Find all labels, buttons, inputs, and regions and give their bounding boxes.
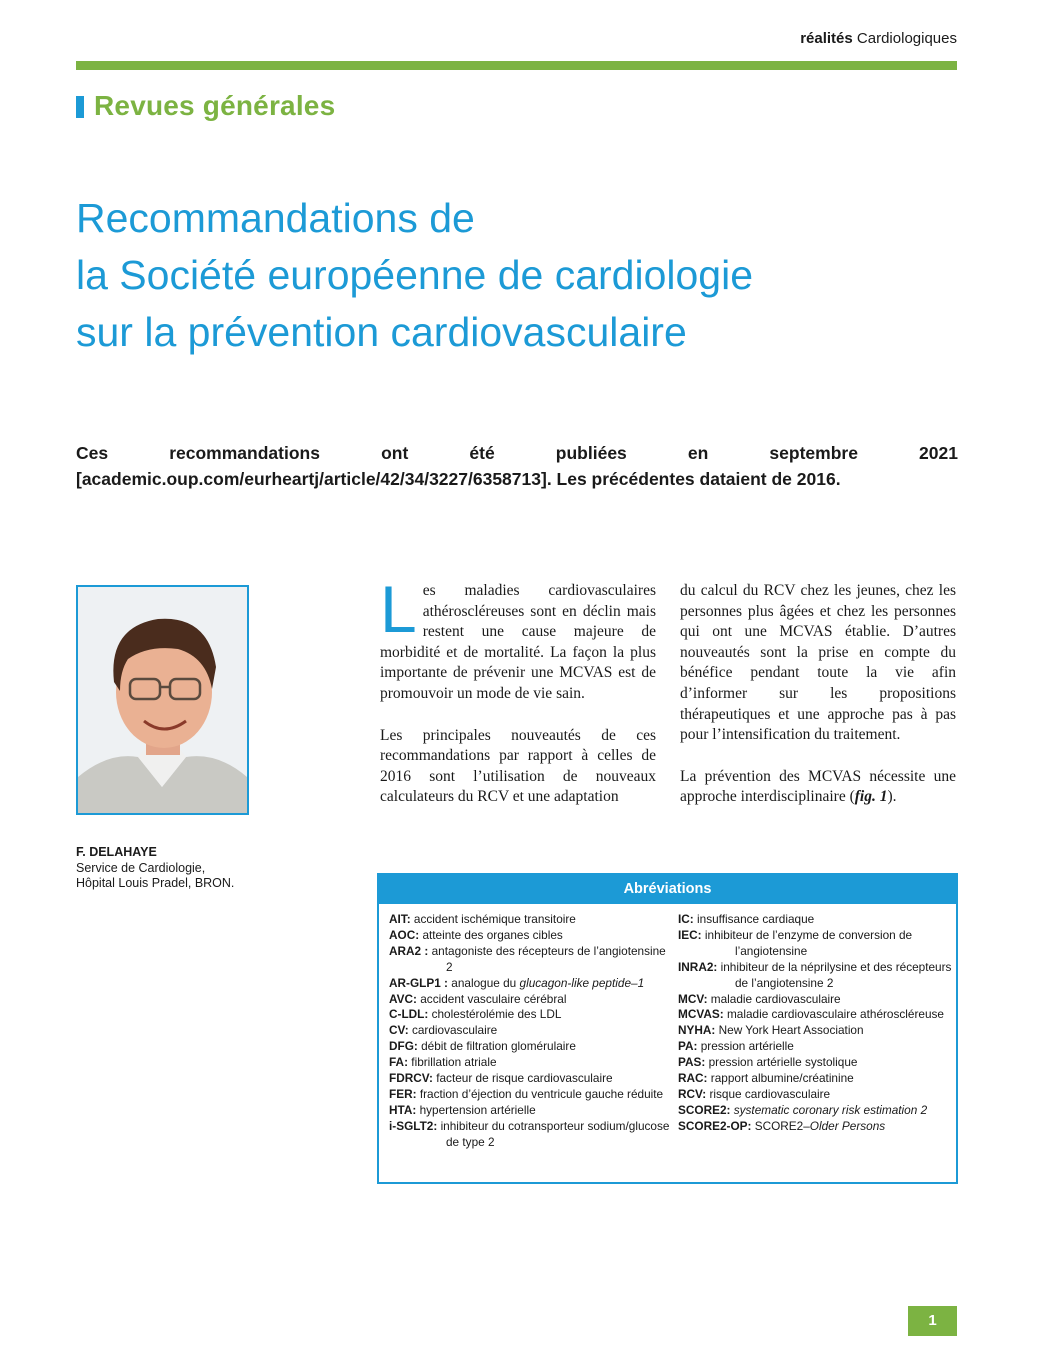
abbreviation-item xyxy=(389,944,675,976)
abbreviation-definition-italic: systematic coronary risk estimation 2 xyxy=(733,1102,928,1117)
abbreviation-term: INRA2: xyxy=(678,959,718,974)
page-number: 1 xyxy=(908,1306,957,1336)
abbreviation-term: IEC: xyxy=(678,927,702,942)
author-affiliation-line2: Hôpital Louis Pradel, BRON. xyxy=(76,876,235,890)
title-line: la Société européenne de cardiologie xyxy=(76,252,754,298)
abbreviation-item xyxy=(678,960,953,992)
journal-name xyxy=(700,30,957,47)
abbreviation-term: MCV: xyxy=(678,991,708,1006)
abbreviation-term: RAC: xyxy=(678,1071,708,1086)
abbreviation-definition: inhibiteur de la néprilysine et des récepteurs de l’angiotensine 2 xyxy=(720,959,952,990)
section-marker xyxy=(76,96,84,118)
abbreviation-term: AOC: xyxy=(389,927,420,942)
body-paragraph xyxy=(680,767,956,808)
abbreviation-term: PA: xyxy=(678,1039,698,1054)
body-paragraph: du calcul du RCV chez les jeunes, chez les personnes plus âgées et chez les personnes qui ont une MCVAS établie. D’autres nouveautés sont la prise en compte du bénéfice pendant toute la vie afin d’informer sur les propositions thérapeutiques et une approche pas à pas pour l’intensification du traitement. xyxy=(680,582,956,744)
figure-reference[interactable]: fig. 1 xyxy=(854,788,888,806)
abbreviation-definition: inhibiteur de l’enzyme de conversion de l’angiotensine xyxy=(704,927,913,958)
abbreviation-item xyxy=(678,1039,953,1055)
abbreviation-definition: analogue du xyxy=(451,975,520,990)
author-name: F. DELAHAYE xyxy=(76,845,157,859)
abbreviation-item xyxy=(678,1119,953,1135)
abbreviation-term: NYHA: xyxy=(678,1023,716,1038)
abbreviation-definition: accident vasculaire cérébral xyxy=(420,991,567,1006)
abbreviation-term: RCV: xyxy=(678,1086,707,1101)
paragraph-text: La prévention des MCVAS nécessite une approche interdisciplinaire ( xyxy=(680,767,956,806)
journal-name-bold: réalités xyxy=(800,30,853,47)
abbreviation-definition: fibrillation atriale xyxy=(411,1055,497,1070)
author-photo xyxy=(76,585,249,815)
abbreviation-term: SCORE2-OP: xyxy=(678,1118,752,1133)
title-line: Recommandations de xyxy=(76,195,475,241)
abbreviation-term: i-SGLT2: xyxy=(389,1118,438,1133)
abbreviation-item xyxy=(678,912,953,928)
abbreviation-definition: maladie cardiovasculaire athéroscléreuse xyxy=(726,1007,944,1022)
abbreviation-definition: insuffisance cardiaque xyxy=(697,912,815,926)
abbreviation-definition: inhibiteur du cotransporteur sodium/glucose de type 2 xyxy=(440,1118,670,1149)
paragraph-text: ). xyxy=(887,788,897,806)
abbreviation-definition: cardiovasculaire xyxy=(411,1023,498,1038)
section-title: Revues générales xyxy=(94,90,336,121)
abbreviation-item xyxy=(389,1055,675,1071)
abbreviation-item xyxy=(678,1023,953,1039)
body-column-2 xyxy=(680,581,956,829)
abbreviation-definition: débit de filtration glomérulaire xyxy=(421,1039,576,1054)
abbreviation-item xyxy=(678,992,953,1008)
abbreviation-item xyxy=(678,1055,953,1071)
abbreviation-item xyxy=(678,1071,953,1087)
abbreviation-term: HTA: xyxy=(389,1102,417,1117)
abbreviation-definition: risque cardiovasculaire xyxy=(709,1086,831,1101)
title-line: sur la prévention cardiovasculaire xyxy=(76,309,687,355)
abbreviation-definition-italic: glucagon-like peptide–1 xyxy=(519,975,645,990)
paragraph-text: es maladies cardiovasculaires athéroscléreuses sont en déclin mais restent une cause majeure de morbidité et de mortalité. La façon la plus importante de prévenir une MCVAS est de promouvoir un mode de vie sain. xyxy=(380,582,656,702)
abbreviations-title: Abréviations xyxy=(379,875,956,904)
abbreviation-item xyxy=(389,912,675,928)
abbreviations-box xyxy=(377,873,958,1184)
abbreviation-definition: hypertension artérielle xyxy=(419,1102,536,1117)
body-paragraph: Les principales nouveautés de ces recommandations par rapport à celles de 2016 sont l’utilisation de nouveaux calculateurs du RCV et une adaptation xyxy=(380,726,656,806)
journal-name-rest: Cardiologiques xyxy=(856,30,957,47)
abbreviation-term: SCORE2: xyxy=(678,1102,731,1117)
abbreviation-definition: cholestérolémie des LDL xyxy=(431,1007,562,1022)
abbreviation-term: AIT: xyxy=(389,912,411,926)
abbreviation-item xyxy=(389,928,675,944)
author-block xyxy=(76,845,234,892)
abbreviation-definition: atteinte des organes cibles xyxy=(422,927,563,942)
abbreviation-item xyxy=(389,1039,675,1055)
abbreviation-item xyxy=(678,1103,953,1119)
abbreviation-term: AR-GLP1 : xyxy=(389,975,448,990)
abbreviation-definition: New York Heart Association xyxy=(718,1023,864,1038)
author-affiliation-line1: Service de Cardiologie, xyxy=(76,860,206,875)
abbreviation-definition: fraction d’éjection du ventricule gauche réduite xyxy=(419,1086,664,1101)
article-title xyxy=(76,190,956,361)
abbreviations-right-column xyxy=(678,912,953,1135)
abbreviation-item xyxy=(389,1087,675,1103)
abbreviation-item xyxy=(389,1103,675,1119)
abbreviation-term: C-LDL: xyxy=(389,1007,429,1022)
abbreviation-item xyxy=(389,1007,675,1023)
abbreviation-item xyxy=(389,1071,675,1087)
body-column-1 xyxy=(380,572,656,829)
article-lead: Ces recommandations ont été publiées en septembre 2021 [academic.oup.com/eurheartj/article/42/34/3227/6358713]. Les précédentes dataient de 2016. xyxy=(76,443,958,489)
header-rule xyxy=(76,61,957,70)
abbreviation-definition: facteur de risque cardiovasculaire xyxy=(436,1071,613,1086)
abbreviation-term: FA: xyxy=(389,1055,409,1070)
abbreviation-definition: pression artérielle xyxy=(700,1039,794,1054)
abbreviation-item xyxy=(678,1007,953,1023)
abbreviation-definition: antagoniste des récepteurs de l’angiotensine 2 xyxy=(431,943,666,974)
abbreviation-item xyxy=(678,1087,953,1103)
abbreviation-definition: rapport albumine/créatinine xyxy=(710,1071,854,1086)
abbreviation-item xyxy=(389,992,675,1008)
abbreviation-item xyxy=(678,928,953,960)
abbreviation-term: ARA2 : xyxy=(389,943,429,958)
abbreviations-left-column xyxy=(389,912,675,1151)
abbreviation-term: PAS: xyxy=(678,1055,706,1070)
abbreviation-term: CV: xyxy=(389,1023,409,1038)
abbreviation-definition: maladie cardiovasculaire xyxy=(710,991,841,1006)
abbreviation-item xyxy=(389,1119,675,1151)
abbreviation-item xyxy=(389,1023,675,1039)
abbreviation-definition: accident ischémique transitoire xyxy=(413,912,576,926)
abbreviation-definition-italic: Older Persons xyxy=(809,1118,886,1133)
abbreviation-item xyxy=(389,976,675,992)
abbreviation-term: IC: xyxy=(678,912,694,926)
drop-cap: L xyxy=(380,572,417,646)
abbreviation-term: MCVAS: xyxy=(678,1007,724,1022)
abbreviation-term: DFG: xyxy=(389,1039,418,1054)
abbreviation-term: FER: xyxy=(389,1086,417,1101)
abbreviation-definition: pression artérielle systolique xyxy=(708,1055,858,1070)
abbreviation-term: FDRCV: xyxy=(389,1071,433,1086)
abbreviation-definition: SCORE2– xyxy=(754,1118,810,1133)
body-paragraph xyxy=(380,572,656,705)
abbreviation-term: AVC: xyxy=(389,991,417,1006)
